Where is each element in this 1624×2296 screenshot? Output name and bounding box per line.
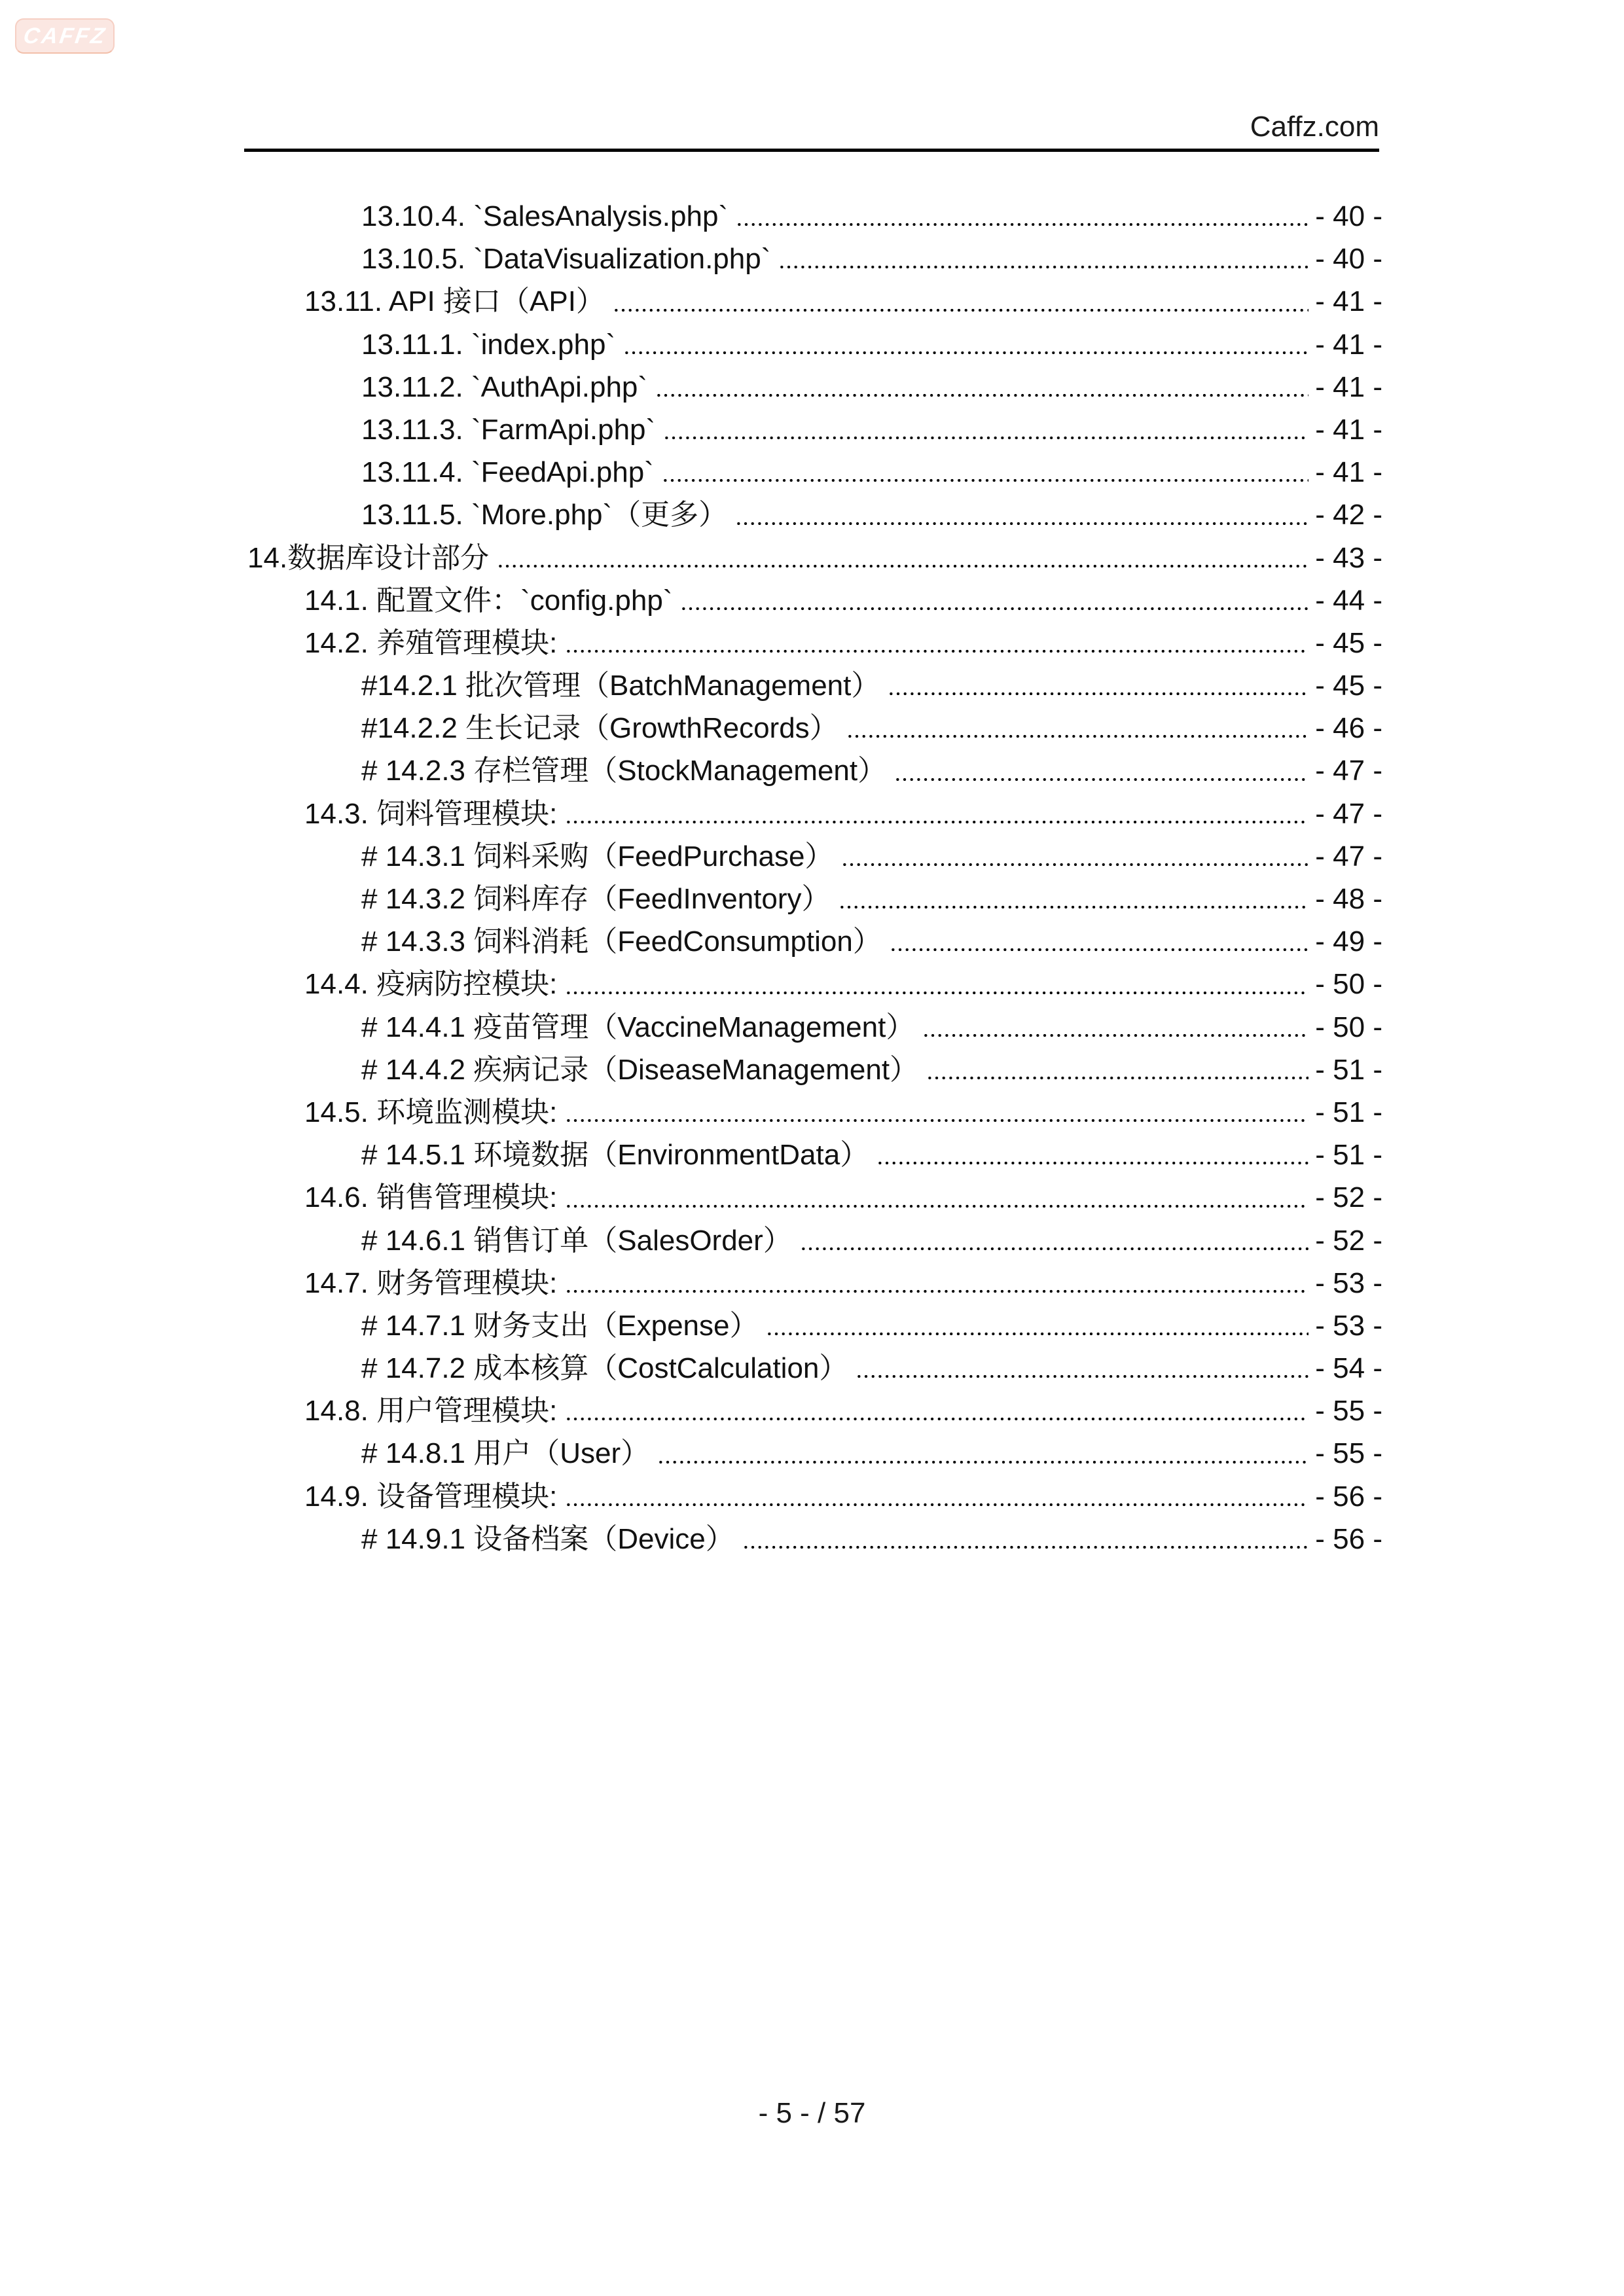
toc-entry-label: # 14.4.1 疫苗管理（VaccineManagement） xyxy=(361,1011,915,1043)
toc-entry-page: - 41 - xyxy=(1315,370,1382,403)
toc-entry-label: 14.2. 养殖管理模块: xyxy=(304,626,558,659)
toc-entry-page: - 56 - xyxy=(1315,1522,1382,1555)
toc-entry-label: 14.7. 财务管理模块: xyxy=(304,1266,558,1299)
toc-entry xyxy=(247,1006,1382,1049)
toc-dot-leader xyxy=(736,195,1308,238)
toc-dot-leader xyxy=(742,1518,1309,1560)
toc-entry-label: # 14.7.1 财务支出（Expense） xyxy=(361,1309,759,1342)
toc-dot-leader xyxy=(565,622,1308,664)
toc-entry-label: 14.6. 销售管理模块: xyxy=(304,1181,558,1214)
toc-entry xyxy=(247,323,1382,366)
toc-entry xyxy=(247,664,1382,707)
toc-entry xyxy=(247,493,1382,536)
toc-dot-leader xyxy=(888,664,1308,707)
toc-dot-leader xyxy=(846,707,1309,749)
toc-entry-label: #14.2.1 批次管理（BatchManagement） xyxy=(361,670,880,702)
toc-entry xyxy=(247,1304,1382,1347)
toc-dot-leader xyxy=(800,1219,1309,1262)
toc-entry-label: 13.11.4. `FeedApi.php` xyxy=(361,456,654,489)
toc-entry-label: 14.4. 疫病防控模块: xyxy=(304,968,558,1001)
toc-entry xyxy=(247,1475,1382,1518)
toc-entry-page: - 41 - xyxy=(1315,413,1382,446)
toc-entry-label: # 14.2.3 存栏管理（StockManagement） xyxy=(361,755,887,787)
toc-entry-page: - 51 - xyxy=(1315,1053,1382,1086)
toc-entry-label: # 14.6.1 销售订单（SalesOrder） xyxy=(361,1224,792,1257)
toc-entry xyxy=(247,1432,1382,1475)
toc-dot-leader xyxy=(926,1049,1308,1091)
toc-entry-page: - 49 - xyxy=(1315,925,1382,958)
toc-entry xyxy=(247,963,1382,1005)
toc-entry-label: # 14.8.1 用户（User） xyxy=(361,1437,650,1470)
toc-entry-page: - 41 - xyxy=(1315,285,1382,318)
toc-dot-leader xyxy=(890,920,1309,963)
toc-entry-label: 13.11.1. `index.php` xyxy=(361,328,616,361)
toc-entry-label: # 14.4.2 疾病记录（DiseaseManagement） xyxy=(361,1053,919,1086)
toc-entry-page: - 45 - xyxy=(1315,670,1382,702)
toc-dot-leader xyxy=(839,878,1309,920)
toc-dot-leader xyxy=(565,963,1308,1005)
toc-entry xyxy=(247,1262,1382,1304)
toc-entry xyxy=(247,835,1382,878)
toc-entry-label: 14.数据库设计部分 xyxy=(247,541,490,574)
toc-dot-leader xyxy=(565,1475,1308,1518)
toc-entry xyxy=(247,280,1382,323)
toc-entry xyxy=(247,1049,1382,1091)
toc-dot-leader xyxy=(663,408,1308,451)
toc-entry-page: - 48 - xyxy=(1315,883,1382,915)
toc-entry-label: #14.2.2 生长记录（GrowthRecords） xyxy=(361,712,839,745)
toc-entry xyxy=(247,1347,1382,1390)
caffz-logo xyxy=(15,18,115,54)
toc-entry-page: - 47 - xyxy=(1315,840,1382,872)
toc-entry xyxy=(247,707,1382,749)
page-number-indicator: - 5 - / 57 xyxy=(758,2097,866,2129)
toc-entry-page: - 50 - xyxy=(1315,968,1382,1001)
toc-entry-page: - 40 - xyxy=(1315,200,1382,232)
toc-entry-page: - 55 - xyxy=(1315,1395,1382,1427)
toc-entry-page: - 50 - xyxy=(1315,1011,1382,1043)
toc-dot-leader xyxy=(766,1304,1308,1347)
toc-dot-leader xyxy=(623,323,1308,366)
caffz-logo-text: CAFFZ xyxy=(22,23,108,48)
toc-entry xyxy=(247,920,1382,963)
toc-entry-page: - 53 - xyxy=(1315,1309,1382,1342)
toc-entry xyxy=(247,1091,1382,1134)
toc-entry xyxy=(247,1176,1382,1219)
toc-dot-leader xyxy=(565,1262,1308,1304)
toc-entry xyxy=(247,622,1382,664)
toc-dot-leader xyxy=(922,1006,1308,1049)
toc-dot-leader xyxy=(613,280,1308,323)
toc-entry xyxy=(247,793,1382,835)
toc-entry-page: - 44 - xyxy=(1315,584,1382,617)
toc-entry xyxy=(247,366,1382,408)
toc-entry-label: 14.3. 饲料管理模块: xyxy=(304,797,558,830)
toc-entry-label: # 14.3.2 饲料库存（FeedInventory） xyxy=(361,883,831,915)
toc-entry-label: 13.11.3. `FarmApi.php` xyxy=(361,413,656,446)
toc-entry-label: 13.11.5. `More.php`（更多） xyxy=(361,499,728,531)
toc-entry xyxy=(247,878,1382,920)
toc-entry xyxy=(247,579,1382,622)
toc-entry-page: - 55 - xyxy=(1315,1437,1382,1470)
toc-dot-leader xyxy=(894,749,1308,792)
toc-entry-page: - 52 - xyxy=(1315,1181,1382,1214)
toc-entry-page: - 47 - xyxy=(1315,755,1382,787)
toc-entry-label: # 14.9.1 设备档案（Device） xyxy=(361,1522,734,1555)
toc-entry-page: - 45 - xyxy=(1315,626,1382,659)
toc-dot-leader xyxy=(856,1347,1308,1390)
toc-dot-leader xyxy=(657,1432,1308,1475)
toc-dot-leader xyxy=(841,835,1308,878)
toc-entry xyxy=(247,537,1382,579)
toc-entry-page: - 53 - xyxy=(1315,1266,1382,1299)
toc-dot-leader xyxy=(680,579,1308,622)
toc-entry xyxy=(247,1134,1382,1176)
toc-entry-label: 14.5. 环境监测模块: xyxy=(304,1096,558,1128)
toc-dot-leader xyxy=(876,1134,1308,1176)
toc-entry-label: 13.11. API 接口（API） xyxy=(304,285,605,318)
toc-dot-leader xyxy=(778,238,1308,280)
toc-entry xyxy=(247,238,1382,280)
toc-dot-leader xyxy=(565,1091,1308,1134)
toc-dot-leader xyxy=(565,793,1308,835)
toc-entry xyxy=(247,408,1382,451)
toc-entry-label: # 14.7.2 成本核算（CostCalculation） xyxy=(361,1352,848,1385)
toc-entry-label: # 14.3.3 饲料消耗（FeedConsumption） xyxy=(361,925,882,958)
toc-entry xyxy=(247,451,1382,493)
toc-entry-page: - 42 - xyxy=(1315,499,1382,531)
toc-entry-page: - 51 - xyxy=(1315,1096,1382,1128)
toc-entry-label: # 14.3.1 饲料采购（FeedPurchase） xyxy=(361,840,834,872)
toc-entry-page: - 41 - xyxy=(1315,328,1382,361)
toc-entry xyxy=(247,749,1382,792)
toc-dot-leader xyxy=(662,451,1308,493)
toc-entry-page: - 47 - xyxy=(1315,797,1382,830)
toc-entry-page: - 56 - xyxy=(1315,1480,1382,1513)
toc-dot-leader xyxy=(565,1176,1308,1219)
toc-entry xyxy=(247,1390,1382,1432)
toc-entry-label: 14.1. 配置文件：`config.php` xyxy=(304,584,673,617)
toc-dot-leader xyxy=(655,366,1308,408)
toc-entry-page: - 51 - xyxy=(1315,1139,1382,1172)
toc-dot-leader xyxy=(565,1390,1308,1432)
toc-list xyxy=(247,195,1382,1560)
toc-entry-label: 13.10.4. `SalesAnalysis.php` xyxy=(361,200,729,232)
toc-entry-label: 13.10.5. `DataVisualization.php` xyxy=(361,243,771,276)
toc-dot-leader xyxy=(497,537,1308,579)
toc-entry xyxy=(247,195,1382,238)
toc-entry-label: 14.9. 设备管理模块: xyxy=(304,1480,558,1513)
toc-entry-page: - 41 - xyxy=(1315,456,1382,489)
toc-entry xyxy=(247,1219,1382,1262)
toc-entry xyxy=(247,1518,1382,1560)
toc-dot-leader xyxy=(735,493,1308,536)
toc-entry-page: - 54 - xyxy=(1315,1352,1382,1385)
toc-entry-label: # 14.5.1 环境数据（EnvironmentData） xyxy=(361,1139,869,1172)
header-divider xyxy=(244,149,1379,152)
toc-entry-page: - 52 - xyxy=(1315,1224,1382,1257)
toc-entry-label: 13.11.2. `AuthApi.php` xyxy=(361,370,648,403)
toc-entry-page: - 43 - xyxy=(1315,541,1382,574)
header-site-name: Caffz.com xyxy=(1250,111,1379,143)
toc-entry-page: - 46 - xyxy=(1315,712,1382,745)
toc-entry-page: - 40 - xyxy=(1315,243,1382,276)
toc-entry-label: 14.8. 用户管理模块: xyxy=(304,1395,558,1427)
